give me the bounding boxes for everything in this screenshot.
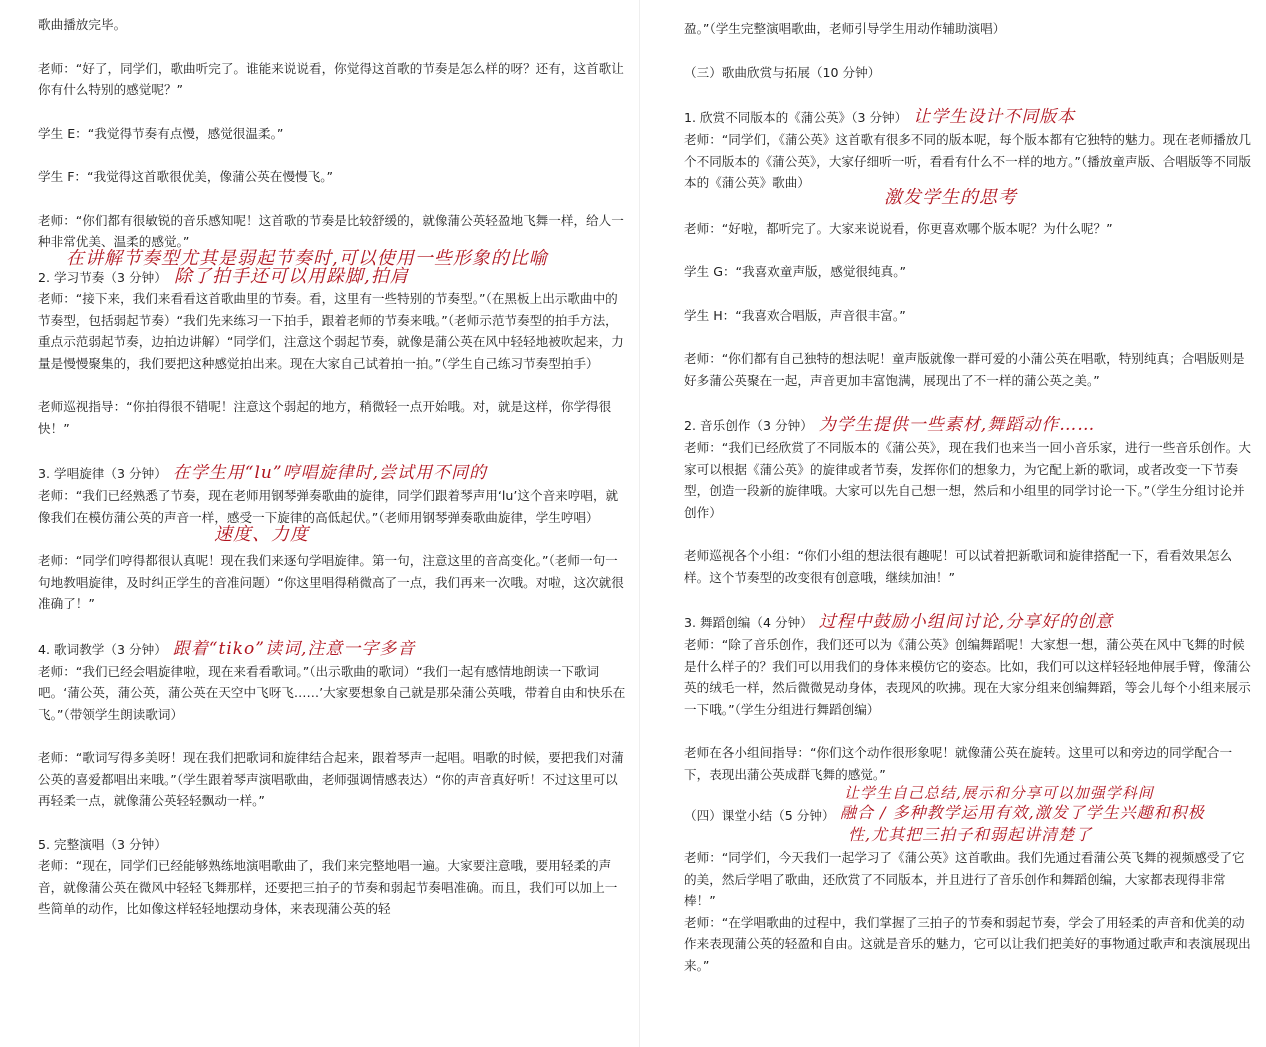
handwritten-note-summary-1: 让学生自己总结,展示和分享可以加强学科间 <box>844 784 1154 802</box>
summary-text-2: 老师：“在学唱歌曲的过程中，我们掌握了三拍子的节奏和弱起节奏，学会了用轻柔的声音和优美的动作来表现蒲公英的轻盈和自由。这就是音乐的魅力，它可以让我们把美好的事物通过歌声和表演展现出来。” <box>684 914 1251 973</box>
text-line: 歌曲播放完毕。 <box>38 17 127 32</box>
teacher-guidance-groups: 老师巡视各个小组：“你们小组的想法很有趣呢！可以试着把新歌词和旋律搭配一下，看看效果怎么样。这个节奏型的改变很有创意哦，继续加油！” <box>684 548 1233 585</box>
section-heading-composition <box>684 413 1252 437</box>
section-heading-dance-label: 3. 舞蹈创编（4 分钟） <box>684 615 813 630</box>
handwritten-note-lyrics: 跟着“tiko”读词,注意一字多音 <box>172 638 416 659</box>
rhythm-intro-block <box>38 210 626 269</box>
rhythm-teaching-text: 老师：“接下来，我们来看看这首歌曲里的节奏。看，这里有一些特别的节奏型。”（在黑板上出示歌曲中的节奏型，包括弱起节奏）“我们先来练习一下拍手，跟着老师的节奏来哦。”（老师示范节奏型的拍手方法，重点示范弱起节奏，边拍边讲解）“同学们，注意这个弱起节奏，就像是蒲公英在风中轻轻地被吹起来，力量是慢慢聚集的，我们要把这种感觉拍出来。现在大家自己试着拍一拍。”（学生自己练习节奏型拍手） <box>38 291 624 371</box>
melody-teaching-text: 老师：“我们已经熟悉了节奏，现在老师用钢琴弹奏歌曲的旋律，同学们跟着琴声用‘lu’这个音来哼唱，就像我们在模仿蒲公英的声音一样，感受一下旋律的高低起伏。”（老师用钢琴弹奏歌曲旋律，学生哼唱） <box>38 488 619 525</box>
handwritten-note-hum: 在学生用“lu”哼唱旋律时,尝试用不同的 <box>172 463 487 483</box>
section-heading-composition-label: 2. 音乐创作（3 分钟） <box>684 418 813 433</box>
handwritten-note-materials: 为学生提供一些素材,舞蹈动作…… <box>818 415 1096 435</box>
section-heading-lyrics <box>38 637 626 661</box>
student-f-answer: 学生 F：“我觉得这首歌很优美，像蒲公英在慢慢飞。” <box>38 169 334 184</box>
section-melody <box>38 461 626 545</box>
full-singing-text: 老师：“现在，同学们已经能够熟练地演唱歌曲了，我们来完整地唱一遍。大家要注意哦，要用轻柔的声音，就像蒲公英在微风中轻轻飞舞那样，还要把三拍子的节奏和弱起节奏唱准确。而且，我们可以加上一些简单的动作，比如像这样轻轻地摆动身体，来表现蒲公英的轻 <box>38 858 618 916</box>
lyrics-teaching-text: 老师：“我们已经会唱旋律啦，现在来看看歌词。”（出示歌曲的歌词）“我们一起有感情地朗读一下歌词吧。‘蒲公英，蒲公英，蒲公英在天空中飞呀飞……’大家要想象自己就是那朵蒲公英哦，带着自由和快乐在飞。”（带领学生朗读歌词） <box>38 663 626 722</box>
section-heading-summary: （四）课堂小结（5 分钟） <box>684 808 835 823</box>
section-heading-melody <box>38 461 626 485</box>
summary-text-1: 老师：“同学们，今天我们一起学习了《蒲公英》这首歌曲。我们先通过看蒲公英飞舞的视频感受了它的美，然后学唱了歌曲，还欣赏了不同版本，并且进行了音乐创作和舞蹈创编，大家都表现得非常棒！” <box>684 850 1245 908</box>
teacher-feedback: 老师：“你们都有很敏锐的音乐感知呢！这首歌的节奏是比较舒缓的，就像蒲公英轻盈地飞舞一样，给人一种非常优美、温柔的感觉。” <box>38 212 624 249</box>
section-heading-dance <box>684 610 1252 634</box>
teacher-guidance-dance: 老师在各小组间指导：“你们这个动作很形象呢！就像蒲公英在旋转。这里可以和旁边的同学配合一下，表现出蒲公英成群飞舞的感觉。” <box>684 745 1233 782</box>
section-dance <box>684 610 1252 720</box>
right-page <box>640 0 1266 1047</box>
section-heading-rhythm: 2. 学习节奏（3 分钟） <box>38 269 167 285</box>
teacher-question-versions: 老师：“好啦，都听完了。大家来说说看，你更喜欢哪个版本呢？为什么呢？” <box>684 220 1113 236</box>
dance-teaching-text: 老师：“除了音乐创作，我们还可以为《蒲公英》创编舞蹈呢！大家想一想，蒲公英在风中飞舞的时候是什么样子的？我们可以用我们的身体来模仿它的姿态。比如，我们可以这样轻轻地伸展手臂，像蒲公英的绒毛一样，然后微微晃动身体，表现风的吹拂。现在大家分组来创编舞蹈，等会儿每个小组来展示一下哦。”（学生分组进行舞蹈创编） <box>684 637 1251 717</box>
section-heading-lyrics-label: 4. 歌词教学（3 分钟） <box>38 641 167 657</box>
section-lyrics <box>38 637 626 726</box>
lyrics-singing-text: 老师：“歌词写得多美呀！现在我们把歌词和旋律结合起来，跟着琴声一起唱。唱歌的时候，要把我们对蒲公英的喜爱都唱出来哦。”（学生跟着琴声演唱歌曲，老师强调情感表达）“你的声音真好听！不过这里可以再轻柔一点，就像蒲公英轻轻飘动一样。” <box>38 750 624 808</box>
section-heading-versions-label: 1. 欣赏不同版本的《蒲公英》（3 分钟） <box>684 110 908 125</box>
student-e-answer: 学生 E：“我觉得节奏有点慢，感觉很温柔。” <box>38 125 284 141</box>
teacher-feedback-versions: 老师：“你们都有自己独特的想法呢！童声版就像一群可爱的小蒲公英在唱歌，特别纯真；合唱版则是好多蒲公英聚在一起，声音更加丰富饱满，展现出了不一样的蒲公英之美。” <box>684 351 1245 388</box>
handwritten-note-stomp: 除了拍手还可以用跺脚,拍肩 <box>174 265 409 287</box>
student-g-answer: 学生 G：“我喜欢童声版，感觉很纯真。” <box>684 264 907 279</box>
section-heading-versions <box>684 105 1252 129</box>
handwritten-note-think: 激发学生的思考 <box>884 186 1017 208</box>
section-rhythm <box>38 267 626 375</box>
text-line: 盈。”（学生完整演唱歌曲，老师引导学生用动作辅助演唱） <box>684 21 1006 36</box>
section-heading-melody-label: 3. 学唱旋律（3 分钟） <box>38 466 167 481</box>
teacher-guidance-rhythm: 老师巡视指导：“你拍得很不错呢！注意这个弱起的地方，稍微轻一点开始哦。对，就是这样，你学得很快！” <box>38 399 612 436</box>
versions-teaching-text: 老师：“同学们，《蒲公英》这首歌有很多不同的版本呢，每个版本都有它独特的魅力。现在老师播放几个不同版本的《蒲公英》，大家仔细听一听，看看有什么不一样的地方。”（播放童声版、合唱版等不同版本的《蒲公英》歌曲） <box>684 132 1251 190</box>
handwritten-note-metaphor: 在讲解节奏型尤其是弱起节奏时,可以使用一些形象的比喻 <box>66 247 548 269</box>
handwritten-note-summary-3: 性,尤其把三拍子和弱起讲清楚了 <box>848 825 1093 844</box>
handwritten-note-speed: 速度、力度 <box>214 524 309 545</box>
section-heading-appreciation: （三）歌曲欣赏与拓展（10 分钟） <box>684 64 881 80</box>
handwritten-note-design: 让学生设计不同版本 <box>913 107 1076 127</box>
melody-phrase-text: 老师：“同学们哼得都很认真呢！现在我们来逐句学唱旋律。第一句，注意这里的音高变化。”（老师一句一句地教唱旋律，及时纠正学生的音准问题）“你这里唱得稍微高了一点，我们再来一次哦。对啦，这次就很准确了！” <box>38 553 624 611</box>
teacher-question: 老师：“好了，同学们，歌曲听完了。谁能来说说看，你觉得这首歌的节奏是怎么样的呀？还有，这首歌让你有什么特别的感觉呢？” <box>38 60 624 97</box>
handwritten-note-summary-2: 融合 / 多种教学运用有效,激发了学生兴趣和积极 <box>840 803 1205 822</box>
section-versions <box>684 105 1252 194</box>
section-summary <box>684 785 1252 847</box>
section-heading-full-singing: 5. 完整演唱（3 分钟） <box>38 836 167 852</box>
section-composition <box>684 413 1252 523</box>
composition-teaching-text: 老师：“我们已经欣赏了不同版本的《蒲公英》，现在我们也来当一回小音乐家，进行一些音乐创作。大家可以根据《蒲公英》的旋律或者节奏，发挥你们的想象力，为它配上新的歌词，或者改变一下节奏型，创造一段新的旋律哦。大家可以先自己想一想，然后和小组里的同学讨论一下。”（学生分组讨论并创作） <box>684 440 1251 520</box>
handwritten-note-discussion: 过程中鼓励小组间讨论,分享好的创意 <box>818 612 1114 632</box>
student-h-answer: 学生 H：“我喜欢合唱版，声音很丰富。” <box>684 307 906 323</box>
